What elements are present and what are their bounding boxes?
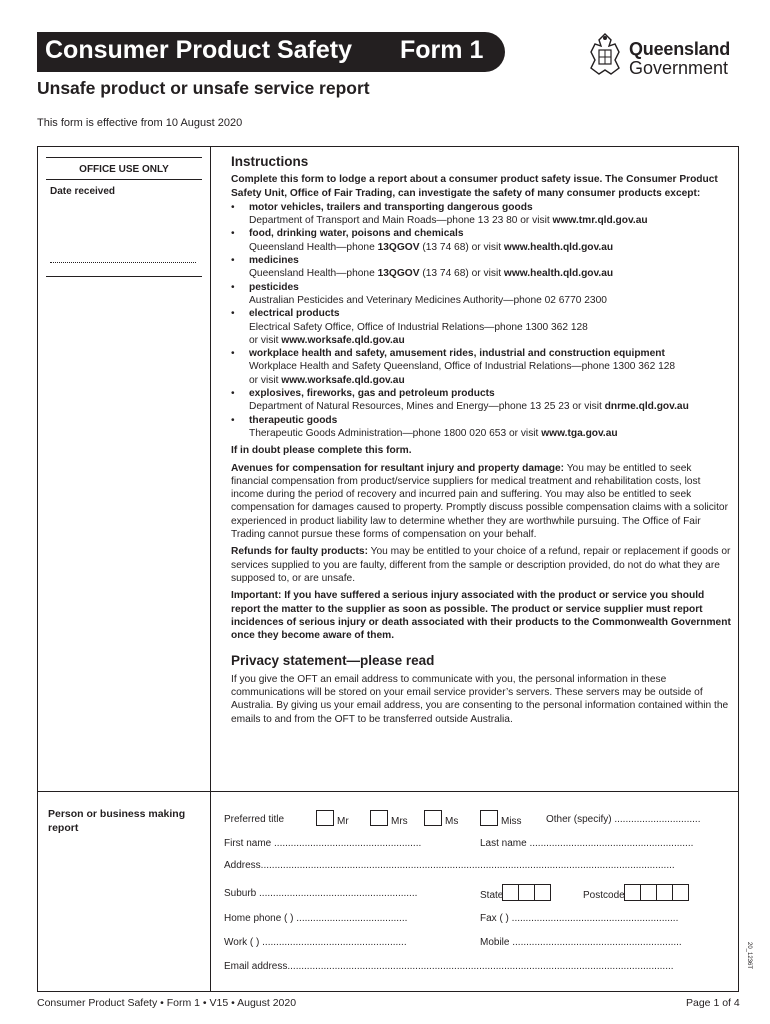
list-item: • pesticides Australian Pesticides and Veterinary Medicines Authority—phone 02 6770 2300 <box>231 281 607 306</box>
date-received-label: Date received <box>50 186 116 197</box>
logo-text-government: Government <box>629 58 729 78</box>
column-divider <box>210 147 211 991</box>
person-section-label: Person or business making report <box>48 808 186 834</box>
postcode-box[interactable] <box>624 884 641 901</box>
list-item: • food, drinking water, poisons and chemicals Queensland Health—phone 13QGOV (13 74 68) or visit www.health.qld.gov.au <box>231 228 614 253</box>
address-field[interactable]: Address..................................................................................................................................................... <box>224 860 675 871</box>
preferred-title-label: Preferred title <box>224 814 285 825</box>
postcode-box[interactable] <box>640 884 657 901</box>
link-dnrme[interactable]: dnrme.qld.gov.au <box>604 401 689 413</box>
suburb-field[interactable]: Suburb ......................................................... <box>224 888 418 899</box>
title-mrs-option[interactable]: Mrs <box>370 810 408 827</box>
form-subtitle: Unsafe product or unsafe service report <box>37 78 370 98</box>
postcode-box[interactable] <box>656 884 673 901</box>
footer-form-info: Consumer Product Safety • Form 1 • V15 • August 2020 <box>37 997 297 1009</box>
other-title-field[interactable]: Other (specify) ............................... <box>546 814 701 825</box>
link-tmr[interactable]: www.tmr.qld.gov.au <box>552 215 648 227</box>
section-divider <box>38 791 738 792</box>
postcode-box[interactable] <box>672 884 689 901</box>
title-ms-option[interactable]: Ms <box>424 810 458 827</box>
postcode-field[interactable]: Postcode <box>583 884 689 901</box>
form-title: Consumer Product Safety <box>45 36 353 64</box>
office-use-box <box>46 157 202 276</box>
list-item: • medicines Queensland Health—phone 13QGOV (13 74 68) or visit www.health.qld.gov.au <box>231 255 614 280</box>
instructions-heading: Instructions <box>231 154 309 169</box>
office-use-bottom-rule <box>46 276 202 277</box>
link-tga[interactable]: www.tga.gov.au <box>541 427 618 439</box>
list-item: • workplace health and safety, amusement rides, industrial and construction equipment Workplace Health and Safety Queensland, Office of Industrial Relations—phone 1300 362 128 or visit www.worksafe.qld.gov.au <box>231 348 676 386</box>
first-name-field[interactable]: First name ..................................................... <box>224 838 422 849</box>
instructions-section <box>231 155 731 726</box>
title-mr-option[interactable]: Mr <box>316 810 349 827</box>
privacy-heading: Privacy statement—please read <box>231 653 435 669</box>
page-number: Page 1 of 4 <box>686 997 740 1009</box>
exception-list <box>231 201 731 440</box>
state-box[interactable] <box>518 884 535 901</box>
mr-checkbox[interactable] <box>316 810 334 826</box>
date-received-line <box>50 262 196 263</box>
link-worksafe[interactable]: www.worksafe.qld.gov.au <box>281 334 405 346</box>
link-health[interactable]: www.health.qld.gov.au <box>503 241 614 253</box>
coat-of-arms-icon <box>585 30 625 78</box>
compensation-paragraph: Avenues for compensation for resultant injury and property damage: You may be entitled to seek financial compensation from product/service suppliers for medical treatment and rehabilitation costs, lost income during the period of recovery and incurred pain and suffering. You may also be entitled to seek compensation for damages caused to property. Promptly discuss possible compensation claims with a solicitor experienced in product liability law to determine whether they are worthwhile pursuing. The Office of Fair Trading cannot pursue these forms of compensation on your behalf. <box>231 462 728 541</box>
form-title-banner <box>37 32 505 72</box>
refunds-paragraph: Refunds for faulty products: You may be entitled to your choice of a refund, repair or replacement if goods or services supplied to you are faulty, different from the sample or description provided, do not do what they are supposed to, or are unsafe. <box>231 546 731 584</box>
doubt-note: If in doubt please complete this form. <box>231 445 412 457</box>
queensland-government-logo <box>585 30 745 80</box>
important-paragraph: Important: If you have suffered a serious injury associated with the product or service you should report the matter to the supplier as soon as possible. The product or service supplier must report incidences of serious injury or death associated with their products to the Commonwealth Government once they become aware of them. <box>231 590 731 642</box>
email-address-field[interactable]: Email address........................................................................................................................................... <box>224 961 674 972</box>
form-number: Form 1 <box>400 36 484 64</box>
list-item: • therapeutic goods Therapeutic Goods Administration—phone 1800 020 653 or visit www.tga.gov.au <box>231 414 618 439</box>
ms-checkbox[interactable] <box>424 810 442 826</box>
state-box[interactable] <box>534 884 551 901</box>
fax-field[interactable]: Fax ( ) ............................................................ <box>480 913 679 924</box>
instructions-intro: Complete this form to lodge a report about a consumer product safety issue. The Consumer Product Safety Unit, Office of Fair Trading, can investigate the safety of many consumer products except: <box>231 174 718 199</box>
link-worksafe[interactable]: www.worksafe.qld.gov.au <box>281 374 405 386</box>
office-use-title: OFFICE USE ONLY <box>46 164 202 180</box>
title-miss-option[interactable]: Miss <box>480 810 522 827</box>
home-phone-field[interactable]: Home phone ( ) ........................................ <box>224 913 408 924</box>
list-item: • explosives, fireworks, gas and petroleum products Department of Natural Resources, Mines and Energy—phone 13 25 23 or visit dnrme.qld.gov.au <box>231 388 689 413</box>
list-item: • motor vehicles, trailers and transporting dangerous goods Department of Transport and Main Roads—phone 13 23 80 or visit www.tmr.qld.gov.au <box>231 201 648 227</box>
logo-text-queensland: Queensland <box>629 39 731 59</box>
privacy-text: If you give the OFT an email address to communicate with you, the personal information in these communications will be stored on your email service provider’s servers. These servers may be outside of Australia. By giving us your email address, you are consenting to the personal information contained within the emails to and from the OFT to be transferred outside Australia. <box>231 673 729 725</box>
mobile-field[interactable]: Mobile ............................................................. <box>480 937 682 948</box>
state-box[interactable] <box>502 884 519 901</box>
link-health[interactable]: www.health.qld.gov.au <box>503 268 614 280</box>
form-frame <box>37 146 739 992</box>
state-field[interactable]: State <box>480 884 551 901</box>
work-phone-field[interactable]: Work ( ) .................................................... <box>224 937 407 948</box>
form-code: 20_1236T <box>746 942 752 970</box>
effective-date: This form is effective from 10 August 2020 <box>37 117 243 129</box>
list-item: • electrical products Electrical Safety Office, Office of Industrial Relations—phone 1300 362 128 or visit www.worksafe.qld.gov.au <box>231 308 588 346</box>
last-name-field[interactable]: Last name ........................................................... <box>480 838 694 849</box>
miss-checkbox[interactable] <box>480 810 498 826</box>
mrs-checkbox[interactable] <box>370 810 388 826</box>
